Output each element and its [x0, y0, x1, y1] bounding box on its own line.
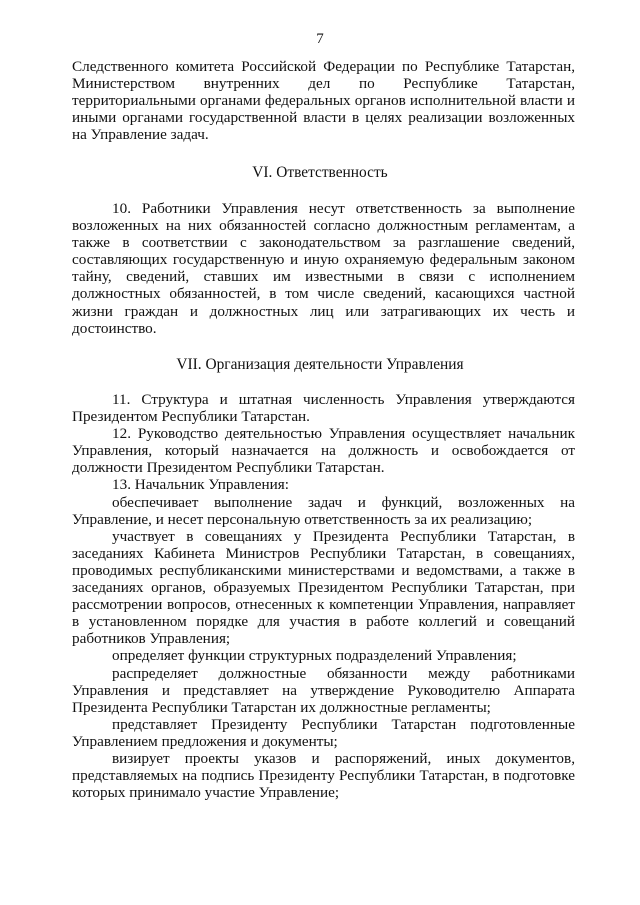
section-7-body — [72, 391, 575, 801]
intro-paragraph: Следственного комитета Российской Федерации по Республике Татарстан, Министерством внутренних дел по Республике Татарстан, территориальными органами федеральных органов исполнительной власти и иными органами государственной власти в целях реализации возложенных на Управление задач. — [72, 58, 575, 144]
list-item: определяет функции структурных подразделений Управления; — [112, 647, 517, 665]
intro-paragraph-block — [72, 58, 575, 143]
paragraph-10: 10. Работники Управления несут ответственность за выполнение возложенных на них обязанностей согласно должностным регламентам, а также в соответствии с законодательством за разглашение сведений, составляющих государственную и иную охраняемую федеральным законом тайну, сведений, ставших им известными в связи с исполнением должностных обязанностей, в том числе сведений, касающихся частной жизни граждан и должностных лиц или затрагивающих их честь и достоинство. — [72, 200, 575, 337]
list-item: обеспечивает выполнение задач и функций, возложенных на Управление, и несет персональную ответственность за их реализацию; — [72, 493, 575, 528]
list-item: распределяет должностные обязанности между работниками Управления и представляет на утверждение Руководителю Аппарата Президента Республики Татарстан их должностные регламенты; — [72, 664, 575, 716]
paragraph-12: 12. Руководство деятельностью Управления осуществляет начальник Управления, который назначается на должность и освобождается от должности Президентом Республики Татарстан. — [72, 425, 575, 477]
section-6-body — [72, 200, 575, 337]
page-number: 7 — [316, 31, 324, 47]
list-item: визирует проекты указов и распоряжений, иных документов, представляемых на подпись Президенту Республики Татарстан, в подготовке которых принимало участие Управление; — [72, 749, 575, 802]
paragraph-13: 13. Начальник Управления: — [112, 476, 289, 494]
section-6-heading: VI. Ответственность — [252, 164, 388, 181]
list-item: участвует в совещаниях у Президента Республики Татарстан, в заседаниях Кабинета Министров Республики Татарстан, в совещаниях, проводимых республиканскими министерствами и ведомствами, а также в заседаниях органов, образуемых Президентом Республики Татарстан, при рассмотрении вопросов, отнесенных к компетенции Управления, направляет в установленном порядке для участия в работе коллегий и совещаний работников Управления; — [72, 527, 575, 648]
list-item: представляет Президенту Республики Татарстан подготовленные Управлением предложения и документы; — [72, 715, 575, 750]
paragraph-11: 11. Структура и штатная численность Управления утверждаются Президентом Республики Татарстан. — [72, 391, 575, 426]
section-7-heading: VII. Организация деятельности Управления — [176, 356, 464, 373]
